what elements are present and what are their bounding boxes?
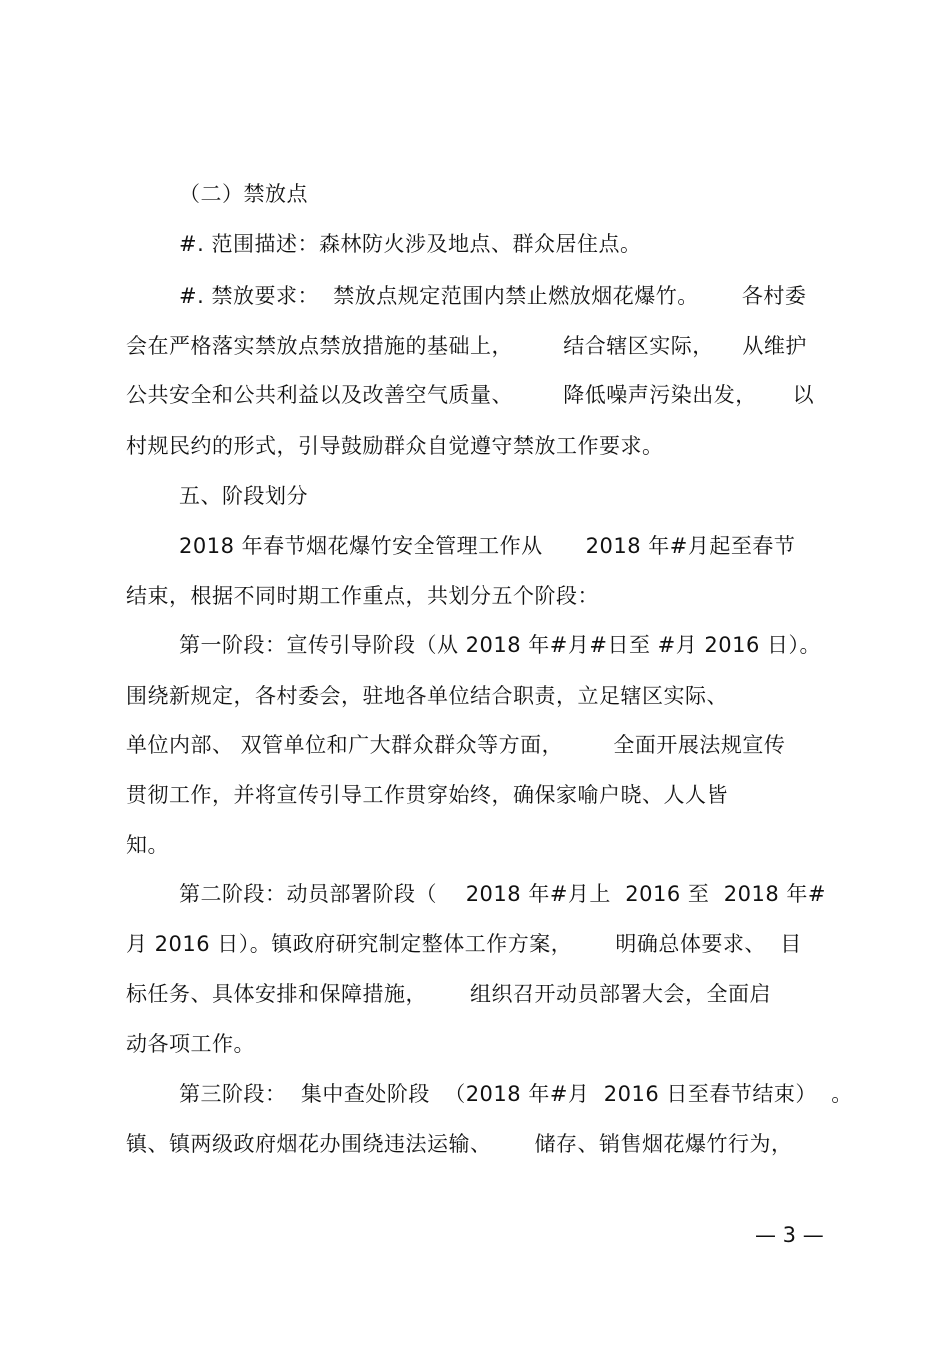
- paragraph-line-15: 第二阶段：动员部署阶段（ 2018 年#月上 2016 至 2018 年#: [179, 882, 826, 906]
- paragraph-line-4: 会在严格落实禁放点禁放措施的基础上， 结合辖区实际， 从维护: [126, 334, 807, 358]
- section-heading: 五、阶段划分: [179, 484, 308, 508]
- paragraph-line-3: #. 禁放要求： 禁放点规定范围内禁止燃放烟花爆竹。 各村委: [179, 284, 807, 308]
- paragraph-line-6: 村规民约的形式，引导鼓励群众自觉遵守禁放工作要求。: [126, 434, 664, 458]
- paragraph-line-10: 第一阶段：宣传引导阶段（从 2018 年#月#日至 #月 2016 日）。: [179, 633, 822, 657]
- paragraph-line-20: 镇、镇两级政府烟花办围绕违法运输、 储存、销售烟花爆竹行为，: [126, 1132, 793, 1156]
- paragraph-line-13: 贯彻工作，并将宣传引导工作贯穿始终，确保家喻户晓、人人皆: [126, 783, 728, 807]
- paragraph-line-8: 2018 年春节烟花爆竹安全管理工作从 2018 年#月起至春节: [179, 534, 796, 558]
- paragraph-line-17: 标任务、具体安排和保障措施， 组织召开动员部署大会，全面启: [126, 982, 772, 1006]
- paragraph-line-16: 月 2016 日）。镇政府研究制定整体工作方案， 明确总体要求、 目: [126, 932, 802, 956]
- paragraph-line-1: （二）禁放点: [179, 182, 308, 206]
- page-number: — 3 —: [755, 1223, 824, 1247]
- paragraph-line-18: 动各项工作。: [126, 1032, 255, 1056]
- paragraph-line-11: 围绕新规定，各村委会，驻地各单位结合职责，立足辖区实际、: [126, 684, 728, 708]
- paragraph-line-19: 第三阶段： 集中查处阶段 （2018 年#月 2016 日至春节结束） 。: [179, 1082, 853, 1106]
- paragraph-line-14: 知。: [126, 833, 169, 857]
- paragraph-line-9: 结束，根据不同时期工作重点，共划分五个阶段：: [126, 584, 599, 608]
- paragraph-line-2: #. 范围描述：森林防火涉及地点、群众居住点。: [179, 232, 642, 256]
- paragraph-line-5: 公共安全和公共利益以及改善空气质量、 降低噪声污染出发， 以: [126, 383, 815, 407]
- paragraph-line-12: 单位内部、 双管单位和广大群众群众等方面， 全面开展法规宣传: [126, 733, 786, 757]
